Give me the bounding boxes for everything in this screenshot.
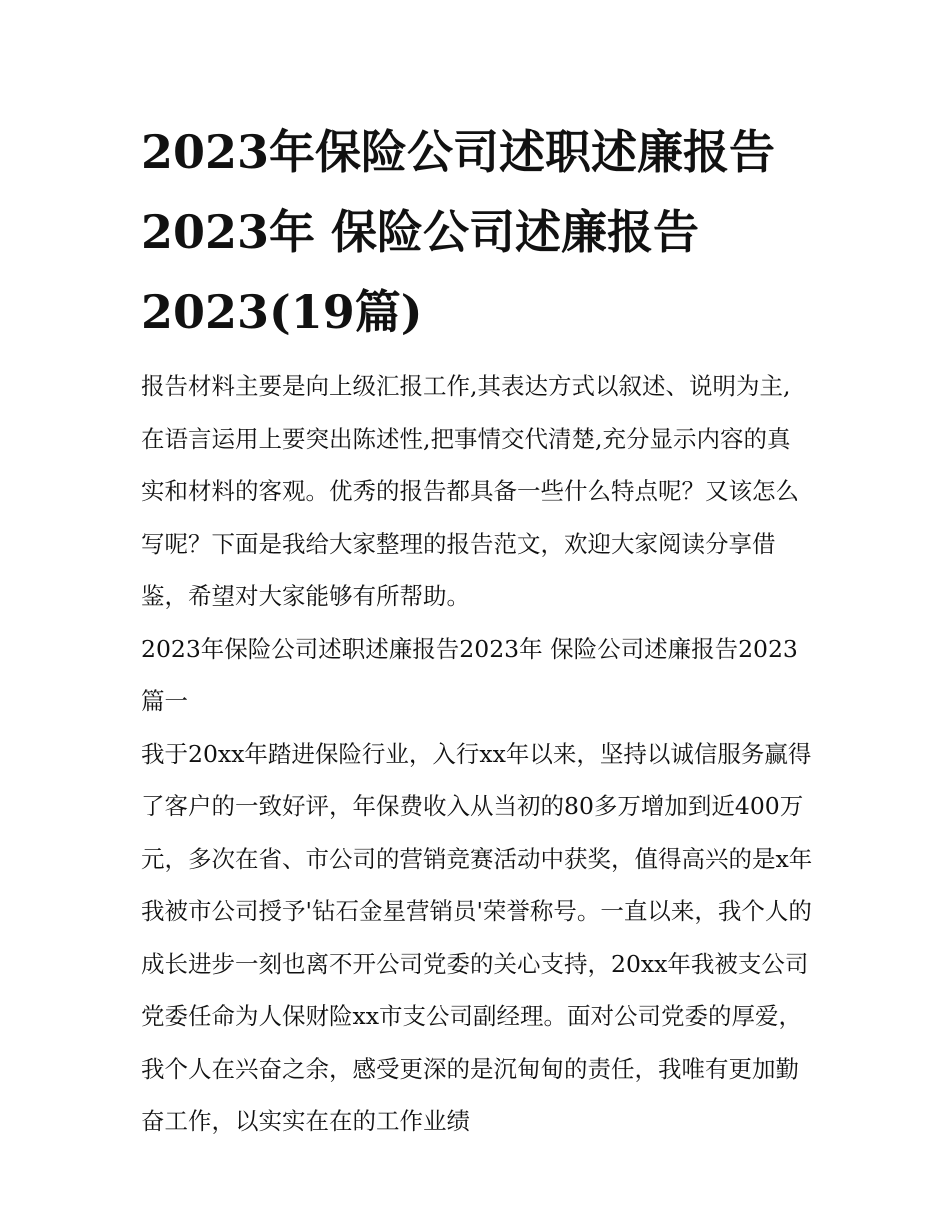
document-page [141, 112, 813, 1148]
title-line-3: 2023(19篇) [141, 285, 423, 339]
section-body-paragraph: 我于20xx年踏进保险行业，入行xx年以来，坚持以诚信服务赢得了客户的一致好评，年保费收入从当初的80多万增加到近400万元，多次在省、市公司的营销竞赛活动中获奖，值得高兴的是x年我被市公司授予'钻石金星营销员'荣誉称号。一直以来，我个人的成长进步一刻也离不开公司党委的关心支持，20xx年我被支公司党委任命为人保财险xx市支公司副经理。面对公司党委的厚爱，我个人在兴奋之余，感受更深的是沉甸甸的责任，我唯有更加勤奋工作，以实实在在的工作业绩 [141, 739, 813, 1135]
document-title [141, 112, 813, 352]
intro-paragraph: 报告材料主要是向上级汇报工作,其表达方式以叙述、说明为主,在语言运用上要突出陈述性,把事情交代清楚,充分显示内容的真实和材料的客观。优秀的报告都具备一些什么特点呢？又该怎么写呢？下面是我给大家整理的报告范文，欢迎大家阅读分享借鉴，希望对大家能够有所帮助。 [141, 372, 799, 610]
title-line-1: 2023年保险公司述职述廉报告 [141, 125, 776, 179]
title-line-2: 2023年 保险公司述廉报告 [141, 205, 700, 259]
section-heading: 2023年保险公司述职述廉报告2023年 保险公司述廉报告2023篇一 [141, 634, 798, 715]
